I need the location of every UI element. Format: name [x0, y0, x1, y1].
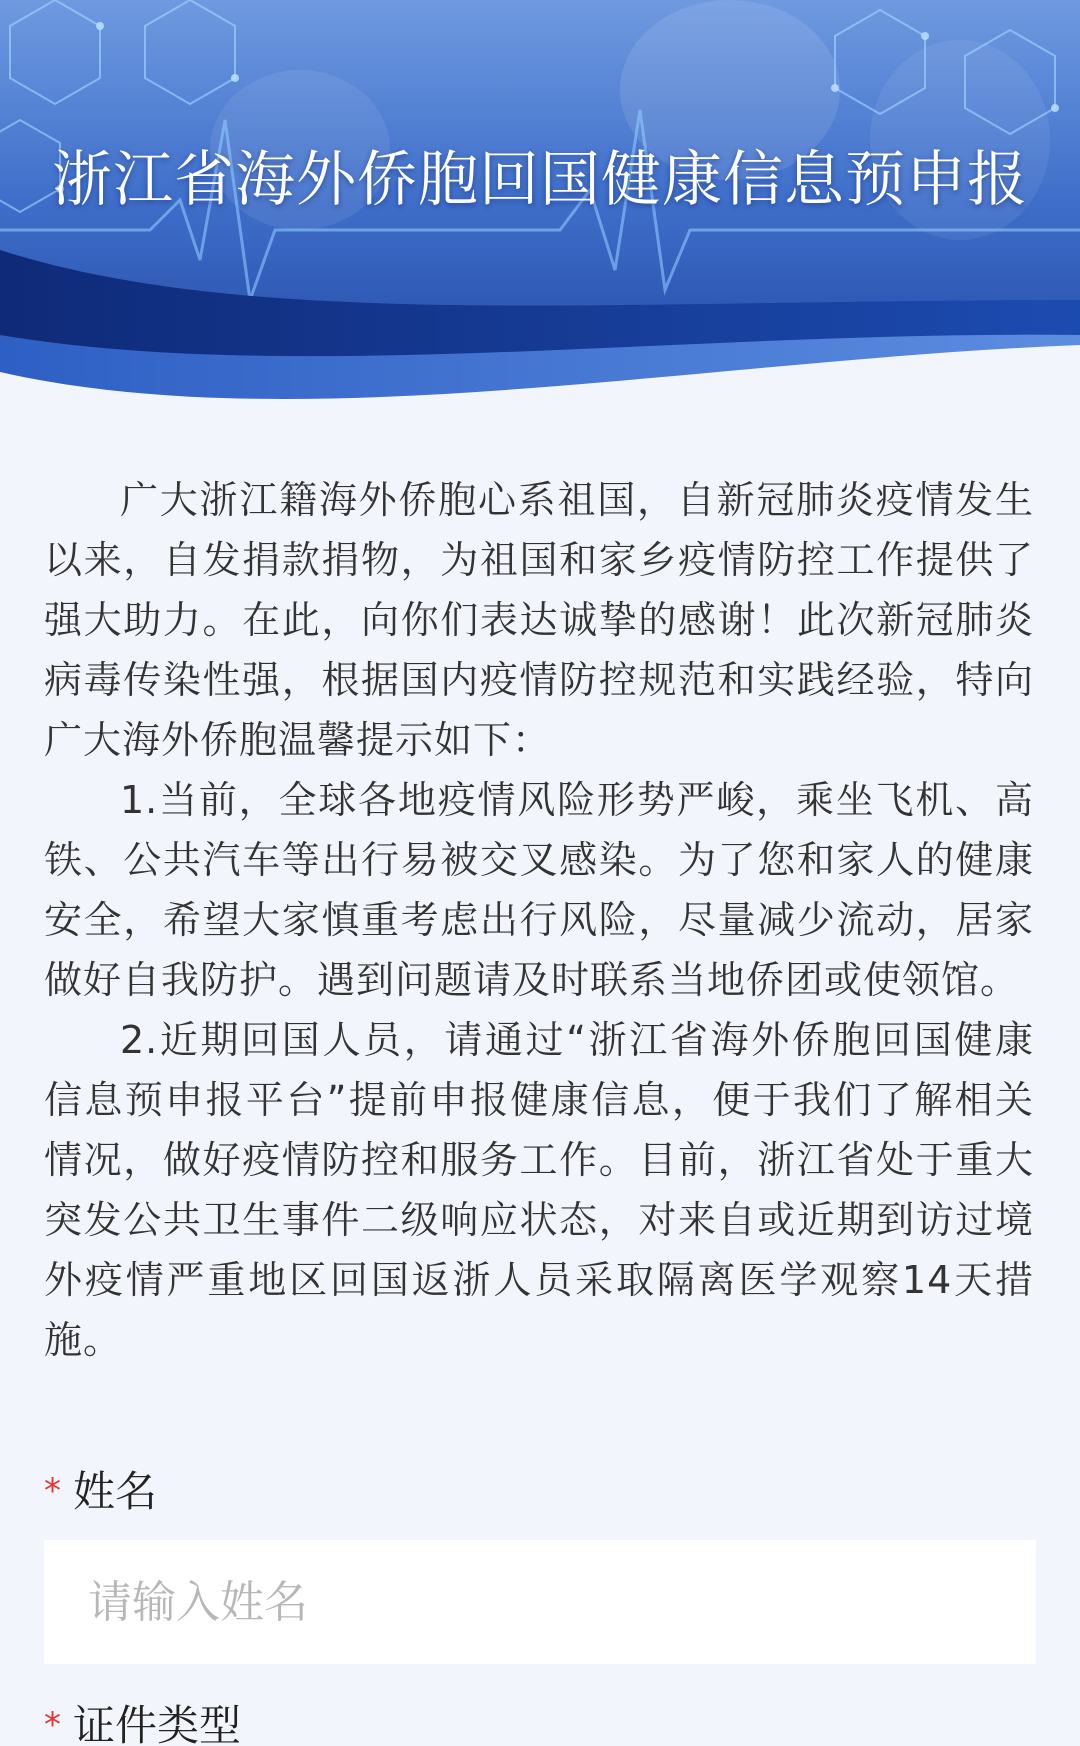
- name-label-text: 姓名: [73, 1467, 158, 1516]
- notice-paragraph: 2.近期回国人员，请通过“浙江省海外侨胞回国健康信息预申报平台”提前申报健康信息，便于我们了解相关情况，做好疫情防控和服务工作。目前，浙江省处于重大突发公共卫生事件二级响应状态，对来自或近期到访过境外疫情严重地区回国返浙人员采取隔离医学观察14天措施。: [44, 1018, 1034, 1362]
- required-mark: *: [44, 1705, 61, 1745]
- name-field-label: [44, 1462, 157, 1525]
- required-mark: *: [44, 1471, 61, 1511]
- page-title: 浙江省海外侨胞回国健康信息预申报: [52, 145, 1028, 215]
- notice-paragraph: 广大浙江籍海外侨胞心系祖国，自新冠肺炎疫情发生以来，自发捐款捐物，为祖国和家乡疫情防控工作提供了强大助力。在此，向你们表达诚挚的感谢！此次新冠肺炎病毒传染性强，根据国内疫情防控规范和实践经验，特向广大海外侨胞温馨提示如下：: [44, 478, 1034, 762]
- banner-background: [0, 0, 1080, 440]
- name-input[interactable]: [44, 1540, 1036, 1664]
- id-type-label-text: 证件类型: [73, 1701, 242, 1746]
- id-type-field-label: [44, 1696, 241, 1746]
- header-banner: [0, 0, 1080, 440]
- notice-paragraph: 1.当前，全球各地疫情风险形势严峻，乘坐飞机、高铁、公共汽车等出行易被交叉感染。为了您和家人的健康安全，希望大家慎重考虑出行风险，尽量减少流动，居家做好自我防护。遇到问题请及时联系当地侨团或使领馆。: [44, 778, 1034, 1002]
- notice-text: [44, 470, 1034, 1370]
